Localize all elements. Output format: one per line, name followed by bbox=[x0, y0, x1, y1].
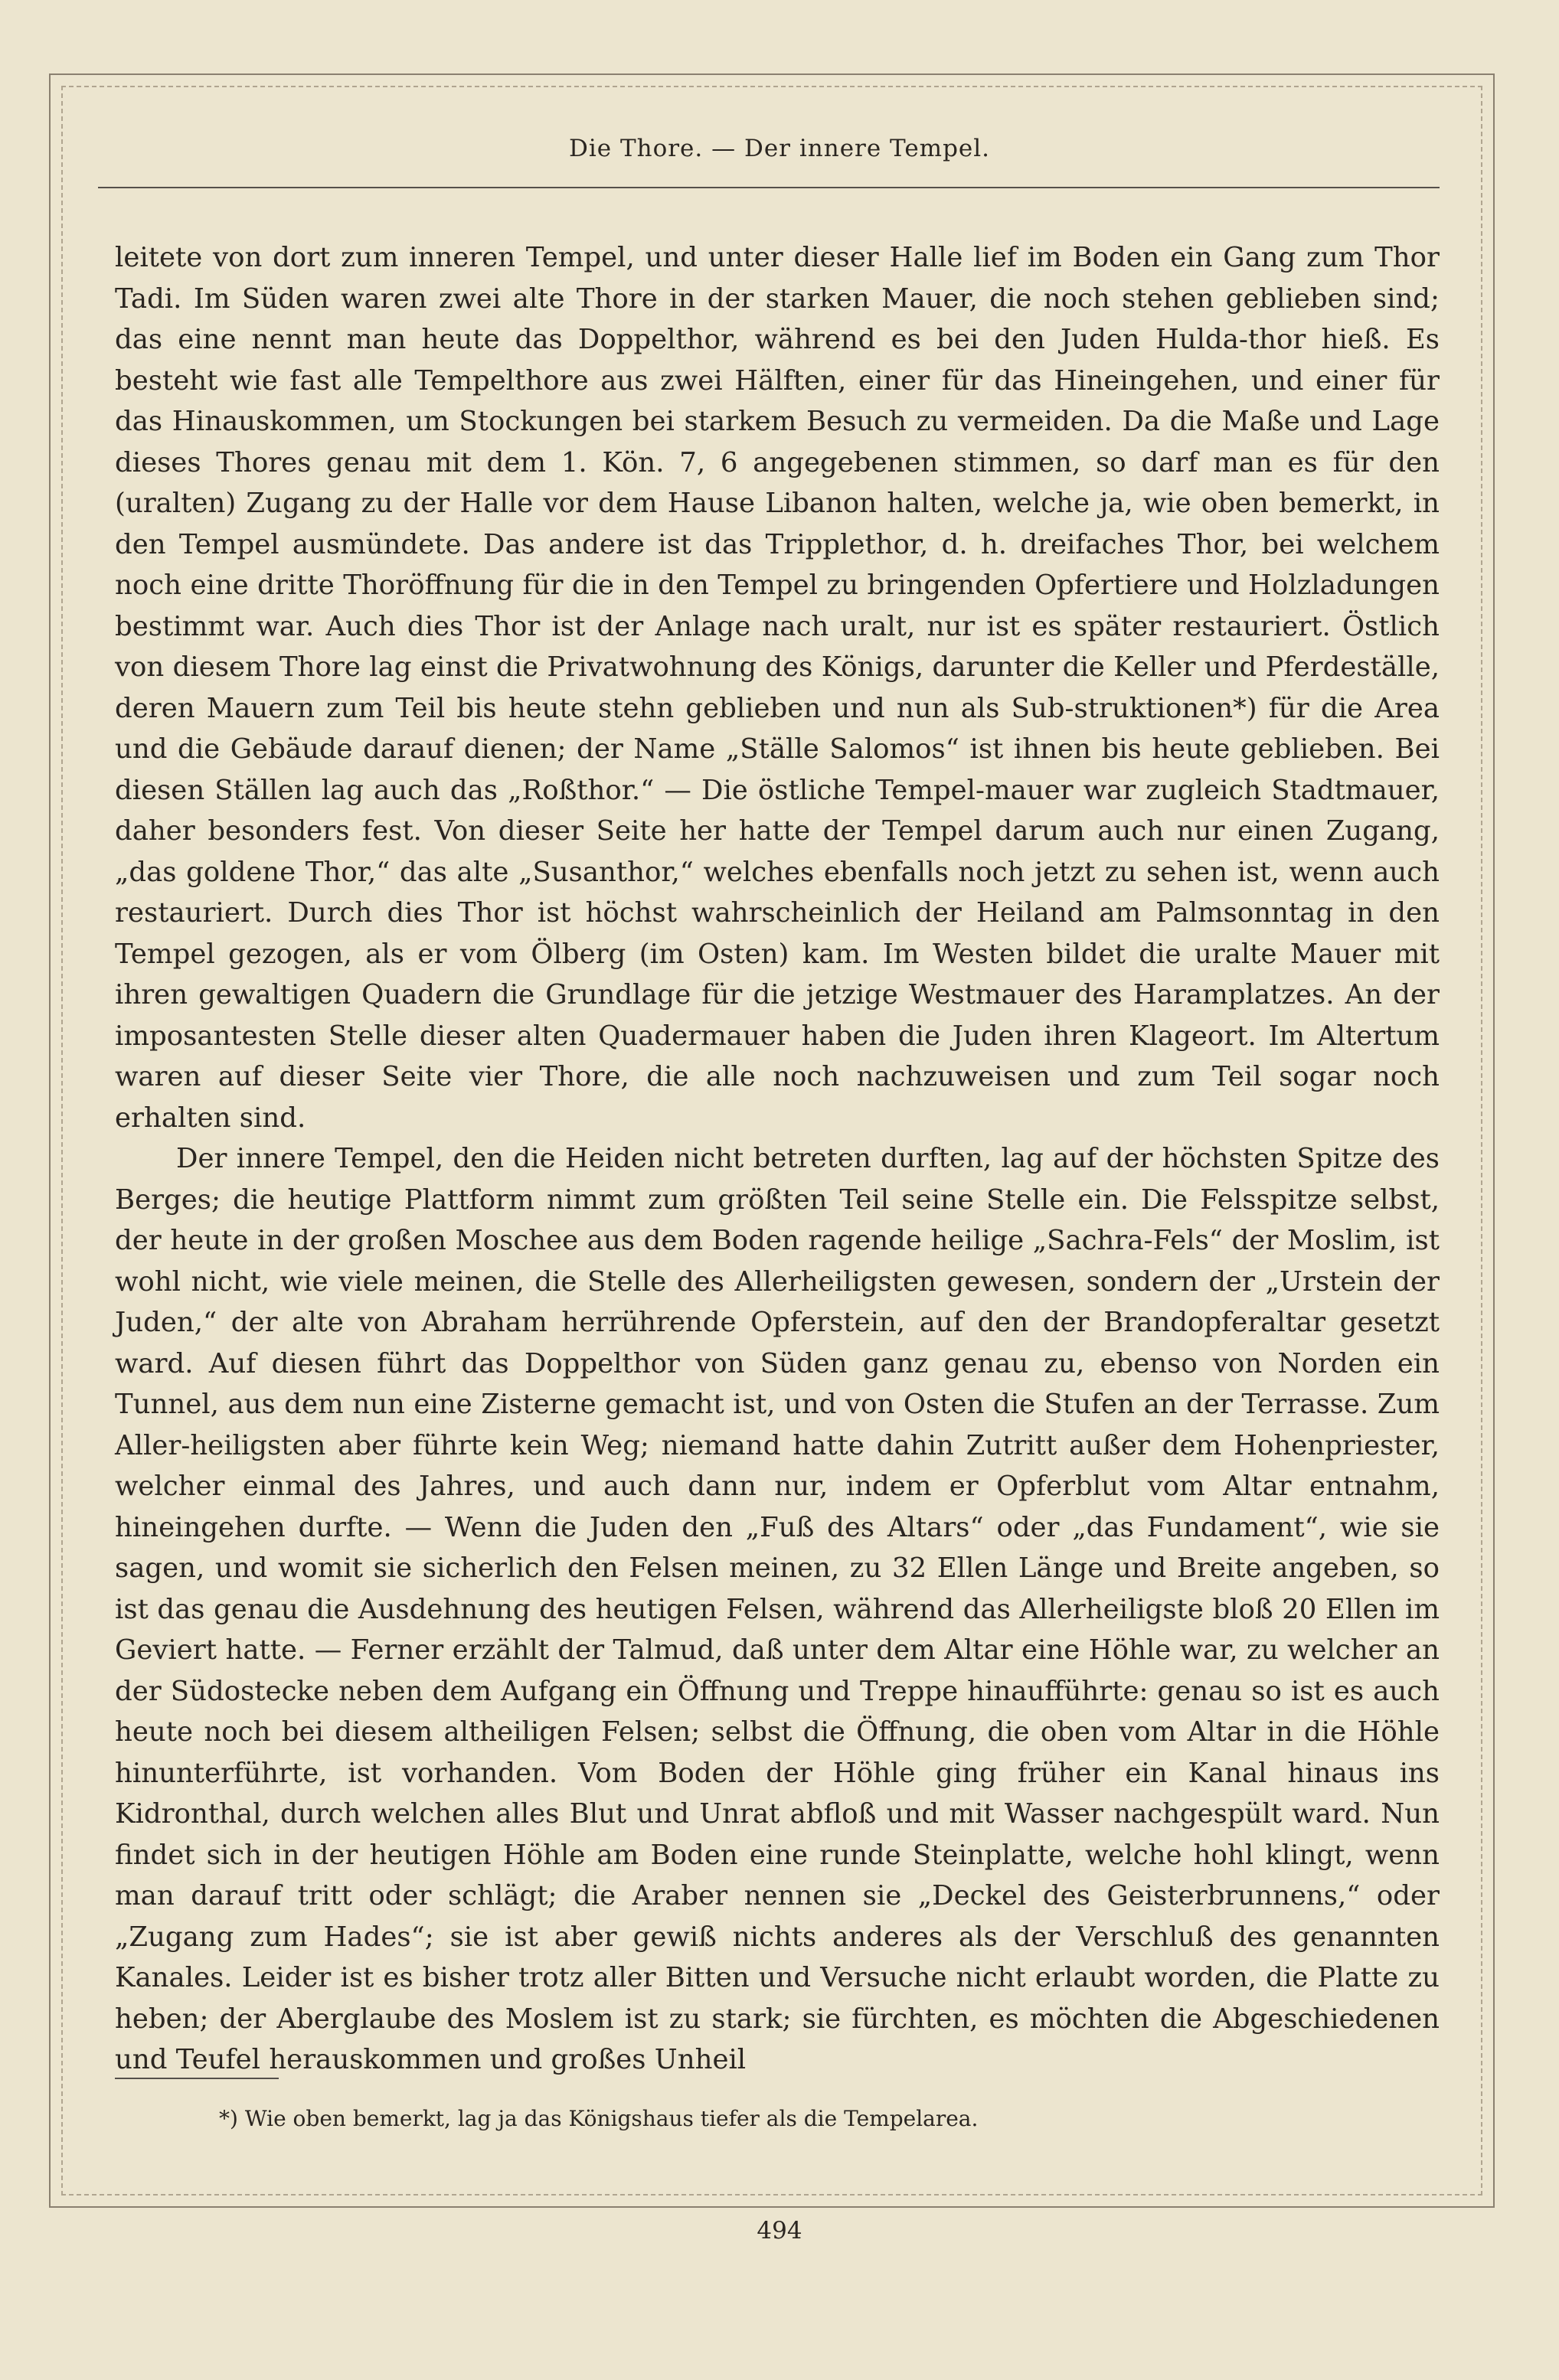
footnote: *) Wie oben bemerkt, lag ja das Königshaus tiefer als die Tempelarea. bbox=[219, 2106, 979, 2131]
header-rule bbox=[98, 187, 1440, 188]
paragraph-2: Der innere Tempel, den die Heiden nicht betreten durften, lag auf der höchsten Spitze des Berges; die heutige Plattform nimmt zum größten Teil seine Stelle ein. Die Felsspitze selbst, der heute in der großen Moschee aus dem Boden ragende heilige „Sachra-Fels“ der Moslim, ist wohl nicht, wie viele meinen, die Stelle des Allerheiligsten gewesen, sondern der „Urstein der Juden,“ der alte von Abraham herrührende Opferstein, auf den der Brandopferaltar gesetzt ward. Auf diesen führt das Doppelthor von Süden ganz genau zu, ebenso von Norden ein Tunnel, aus dem nun eine Zisterne gemacht ist, und von Osten die Stufen an der Terrasse. Zum Aller-heiligsten aber führte kein Weg; niemand hatte dahin Zutritt außer dem Hohenpriester, welcher einmal des Jahres, und auch dann nur, indem er Opferblut vom Altar entnahm, hineingehen durfte. — Wenn die Juden den „Fuß des Altars“ oder „das Fundament“, wie sie sagen, und womit sie sicherlich den Felsen meinen, zu 32 Ellen Länge und Breite angeben, so ist das genau die Ausdehnung des heutigen Felsen, während das Allerheiligste bloß 20 Ellen im Geviert hatte. — Ferner erzählt der Talmud, daß unter dem Altar eine Höhle war, zu welcher an der Südostecke neben dem Aufgang ein Öffnung und Treppe hinaufführte: genau so ist es auch heute noch bei diesem altheiligen Felsen; selbst die Öffnung, die oben vom Altar in die Höhle hinunterführte, ist vorhanden. Vom Boden der Höhle ging früher ein Kanal hinaus ins Kidronthal, durch welchen alles Blut und Unrat abfloß und mit Wasser nachgespült ward. Nun findet sich in der heutigen Höhle am Boden eine runde Steinplatte, welche hohl klingt, wenn man darauf tritt oder schlägt; die Araber nennen sie „Deckel des Geisterbrunnens,“ oder „Zugang zum Hades“; sie ist aber gewiß nichts anderes als der Verschluß des genannten Kanales. Leider ist es bisher trotz aller Bitten und Versuche nicht erlaubt worden, die Platte zu heben; der Aberglaube des Moslem ist zu stark; sie fürchten, es möchten die Abgeschiedenen und Teufel herauskommen und großes Unheil bbox=[115, 1143, 1440, 2075]
paragraph-1: leitete von dort zum inneren Tempel, und unter dieser Halle lief im Boden ein Gang zum Thor Tadi. Im Süden waren zwei alte Thore in der starken Mauer, die noch stehen geblieben sind; das eine nennt man heute das Doppelthor, während es bei den Juden Hulda-thor hieß. Es besteht wie fast alle Tempelthore aus zwei Hälften, einer für das Hineingehen, und einer für das Hinauskommen, um Stockungen bei starkem Besuch zu vermeiden. Da die Maße und Lage dieses Thores genau mit dem 1. Kön. 7, 6 angegebenen stimmen, so darf man es für den (uralten) Zugang zu der Halle vor dem Hause Libanon halten, welche ja, wie oben bemerkt, in den Tempel ausmündete. Das andere ist das Tripplethor, d. h. dreifaches Thor, bei welchem noch eine dritte Thoröffnung für die in den Tempel zu bringenden Opfertiere und Holzladungen bestimmt war. Auch dies Thor ist der Anlage nach uralt, nur ist es später restauriert. Östlich von diesem Thore lag einst die Privatwohnung des Königs, darunter die Keller und Pferdeställe, deren Mauern zum Teil bis heute stehn geblieben und nun als Sub-struktionen*) für die Area und die Gebäude darauf dienen; der Name „Ställe Salomos“ ist ihnen bis heute geblieben. Bei diesen Ställen lag auch das „Roßthor.“ — Die östliche Tempel-mauer war zugleich Stadtmauer, daher besonders fest. Von dieser Seite her hatte der Tempel darum auch nur einen Zugang, „das goldene Thor,“ das alte „Susanthor,“ welches ebenfalls noch jetzt zu sehen ist, wenn auch restauriert. Durch dies Thor ist höchst wahrscheinlich der Heiland am Palmsonntag in den Tempel gezogen, als er vom Ölberg (im Osten) kam. Im Westen bildet die uralte Mauer mit ihren gewaltigen Quadern die Grundlage für die jetzige Westmauer des Haramplatzes. An der imposantesten Stelle dieser alten Quadermauer haben die Juden ihren Klageort. Im Altertum waren auf dieser Seite vier Thore, die alle noch nachzuweisen und zum Teil sogar noch erhalten sind. bbox=[115, 242, 1440, 1134]
page-number: 494 bbox=[757, 2217, 802, 2245]
running-head: Die Thore. — Der innere Tempel. bbox=[568, 135, 991, 162]
body-text bbox=[115, 237, 1440, 2081]
footnote-rule bbox=[115, 2078, 279, 2079]
